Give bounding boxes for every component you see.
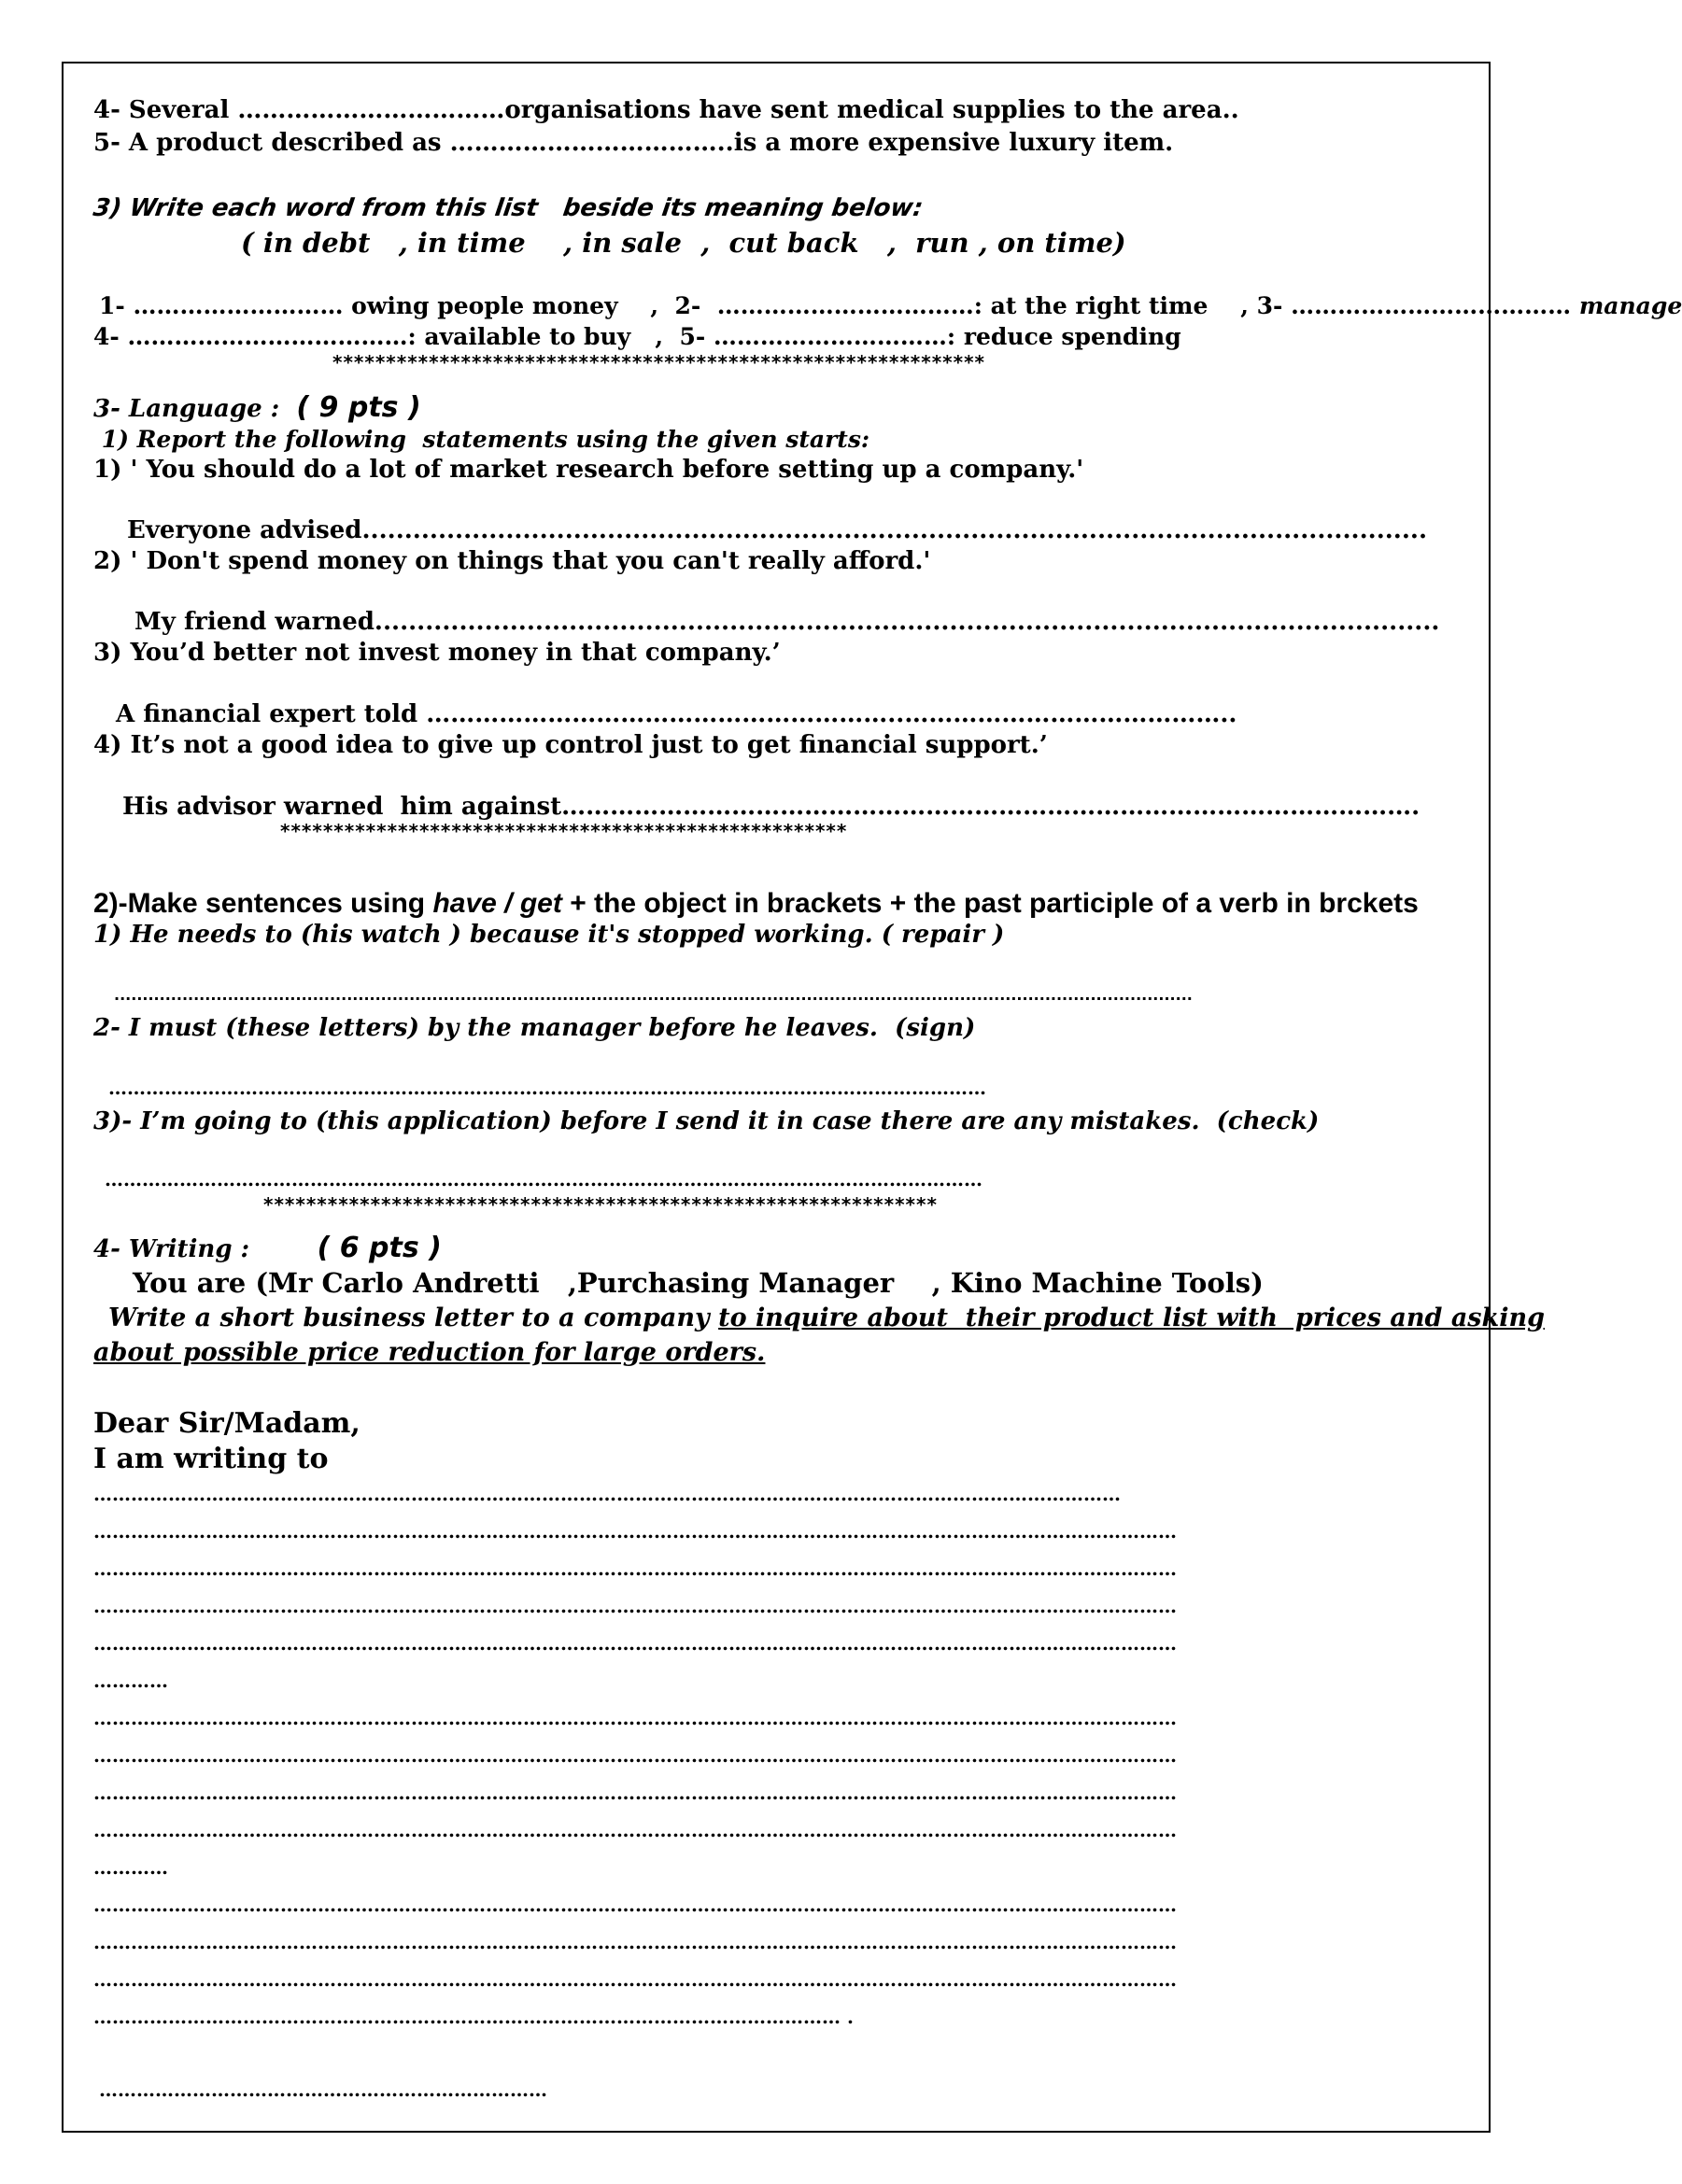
writing-task-pre: Write a short business letter to a company xyxy=(108,1303,719,1332)
task2-sentence-3: 3)- I’m going to (this application) before I send it in case there are any mistakes. (check) xyxy=(93,1107,1320,1135)
letter-salutation: Dear Sir/Madam, xyxy=(93,1407,360,1440)
task2-instruction-pre: 2)-Make sentences using xyxy=(93,888,433,919)
writing-role: You are (Mr Carlo Andretti ,Purchasing Manager , Kino Machine Tools) xyxy=(133,1267,1264,1299)
language-q3: 3) You’d better not invest money in that company.’ xyxy=(93,639,781,667)
letter-line: ………………………………………………………………………………………………………………………………………………………… xyxy=(93,1595,1177,1617)
task2-sentence-2: 2- I must (these letters) by the manager before he leaves. (sign) xyxy=(93,1014,976,1042)
divider-stars-2: ***************************************************** xyxy=(280,820,848,842)
divider-stars-1: ************************************************************* xyxy=(332,351,985,373)
language-points: ( 9 pts ) xyxy=(296,391,421,424)
language-q1-start: Everyone advised.............................................................................................................................. xyxy=(127,516,1428,544)
task3-line-1-end: manage xyxy=(1578,292,1682,319)
task3-line-2: 4- ………………………………: available to buy , 5- …………………………: reduce spending xyxy=(93,323,1181,350)
writing-heading-text: 4- Writing : xyxy=(93,1235,318,1263)
letter-line-end: ………………………………………………………………………………………………………… . xyxy=(93,2006,854,2028)
vocab-item-4: 4- Several ……………………………organisations have sent medical supplies to the area.. xyxy=(93,96,1239,124)
letter-line: ………………………………………………………………………………………………………………………………………………………… xyxy=(93,1968,1177,1991)
language-q1: 1) ' You should do a lot of market research before setting up a company.' xyxy=(93,456,1084,484)
letter-line: ………………………………………………………………………………………………………………………………………………………… xyxy=(93,1819,1177,1841)
letter-line: ………………………………………………………………………………………………………………………………………………………… xyxy=(93,1894,1177,1916)
language-q4: 4) It’s not a good idea to give up control just to get financial support.’ xyxy=(93,731,1048,759)
language-q2-start: My friend warned.............................................................................................................................. xyxy=(134,608,1440,636)
letter-line: ………………………………………………………………………………………………………………………………………………………… xyxy=(93,1744,1177,1767)
language-q4-start: His advisor warned him against……………………………………………………………………………………………. xyxy=(122,793,1421,821)
writing-heading xyxy=(93,1234,442,1262)
task2-answer-line-1: .............................................................................................................................................................................................. xyxy=(114,986,1193,1004)
writing-task-line-1 xyxy=(108,1305,1545,1331)
language-q3-start: A financial expert told …………………………………………………..………………………………….. xyxy=(116,700,1237,728)
letter-line-stub: ………… xyxy=(93,1856,168,1879)
letter-line: ………………………………………………………………………………………………………………………………………………… xyxy=(93,1483,1121,1505)
language-heading xyxy=(93,391,421,424)
task3-word-list: ( in debt , in time , in sale , cut back , run , on time) xyxy=(241,227,1126,259)
letter-line: ………………………………………………………………………………………………………………………………………………………… xyxy=(93,1520,1177,1543)
letter-opening: I am writing to xyxy=(93,1443,329,1475)
task2-instruction xyxy=(93,890,1419,918)
signature-line: ……………………………………………………………… xyxy=(99,2078,547,2101)
task3-line-1-text: 1- ……………………… owing people money , 2- ……………………………: at the right time , 3- ……………………………… xyxy=(99,292,1579,319)
task2-instruction-em: have / get xyxy=(432,888,562,919)
writing-task-underlined-2: about possible price reduction for large orders. xyxy=(93,1338,766,1367)
language-heading-text: 3- Language : xyxy=(93,395,297,423)
task2-answer-line-3: …………………………………………………………………………………………………………………………… xyxy=(105,1168,982,1191)
letter-line-stub: ………… xyxy=(93,1670,168,1692)
letter-line: ………………………………………………………………………………………………………………………………………………………… xyxy=(93,1632,1177,1655)
task2-instruction-post: + the object in brackets + the past participle of a verb in brckets xyxy=(561,888,1419,919)
letter-line: ………………………………………………………………………………………………………………………………………………………… xyxy=(93,1557,1177,1580)
task3-instruction: 3) Write each word from this list beside its meaning below: xyxy=(91,194,926,222)
writing-points: ( 6 pts ) xyxy=(317,1232,442,1264)
task2-sentence-1: 1) He needs to (his watch ) because it's stopped working. ( repair ) xyxy=(93,921,1005,949)
task2-answer-line-2: …………………………………………………………………………………………………………………………… xyxy=(108,1077,986,1099)
letter-line: ………………………………………………………………………………………………………………………………………………………… xyxy=(93,1931,1177,1953)
writing-task-underlined-1: to inquire about their product list with prices and asking xyxy=(718,1303,1545,1332)
letter-line: ………………………………………………………………………………………………………………………………………………………… xyxy=(93,1707,1177,1729)
task3-line-1 xyxy=(99,294,1682,317)
letter-line: ………………………………………………………………………………………………………………………………………………………… xyxy=(93,1782,1177,1804)
language-q2: 2) ' Don't spend money on things that you can't really afford.' xyxy=(93,547,931,575)
divider-stars-3: *************************************************************** xyxy=(263,1193,938,1216)
vocab-item-5: 5- A product described as ……………………………..is a more expensive luxury item. xyxy=(93,129,1174,157)
language-instruction: 1) Report the following statements using the given starts: xyxy=(93,426,870,453)
